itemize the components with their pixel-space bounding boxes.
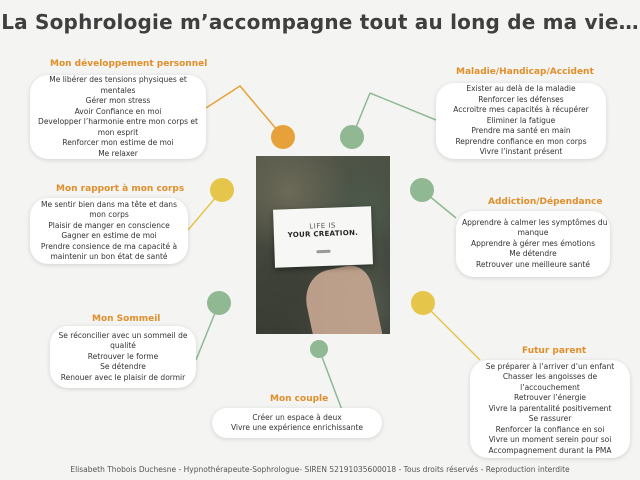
rapport-item: Gagner en estime de moi xyxy=(61,231,157,240)
sommeil-box xyxy=(50,326,196,388)
hand-image xyxy=(300,262,383,334)
dev-item: Renforcer mon estime de moi xyxy=(62,138,174,147)
maladie-item: Prendre ma santé en main xyxy=(471,126,571,136)
maladie-item: Renforcer les défenses xyxy=(478,94,564,104)
futur-item: Renforcer la confiance en soi xyxy=(495,424,605,434)
addiction-item: Me détendre xyxy=(509,249,557,259)
section-title-couple: Mon couple xyxy=(270,394,329,404)
card-logo xyxy=(316,249,330,252)
dev-box xyxy=(30,75,206,159)
addiction-item: manque xyxy=(517,228,549,238)
life-card xyxy=(273,206,373,267)
center-photo xyxy=(256,156,390,334)
dot-futur xyxy=(411,291,435,315)
couple-box xyxy=(212,408,382,438)
card-line-2: YOUR CREATION. xyxy=(287,228,359,239)
addiction-item: Apprendre à calmer les symptômes du xyxy=(462,217,608,227)
maladie-item: Vivre l’instant présent xyxy=(479,147,563,157)
maladie-item: Exister au delà de la maladie xyxy=(466,84,576,94)
dot-dev xyxy=(271,125,295,149)
futur-item: Vivre la parentalité positivement xyxy=(488,403,612,413)
futur-item: Se rassurer xyxy=(528,414,572,424)
futur-item: l’accouchement xyxy=(520,382,580,392)
section-title-rapport: Mon rapport à mon corps xyxy=(56,184,185,194)
rapport-box xyxy=(30,198,188,264)
addiction-item: Retrouver une meilleure santé xyxy=(476,259,590,269)
futur-item: Chasser les angoisses de xyxy=(502,372,598,382)
addiction-box xyxy=(456,211,610,277)
page-title: La Sophrologie m’accompagne tout au long de ma vie… xyxy=(1,10,639,34)
section-title-dev: Mon développement personnel xyxy=(50,59,208,69)
rapport-item: maintenir un bon état de santé xyxy=(50,252,168,261)
rapport-item: Me sentir bien dans ma tête et dans xyxy=(41,199,177,209)
dot-couple xyxy=(310,340,328,358)
card-line-1: LIFE IS xyxy=(309,221,337,230)
rapport-item: Prendre consience de ma capacité à xyxy=(40,241,178,251)
maladie-box xyxy=(436,83,606,159)
footer-credits: Elisabeth Thobois Duchesne - Hypnothérapeute-Sophrologue- SIREN 52191035600018 - Tous droits réservés - Reproduction interdite xyxy=(70,465,570,474)
section-title-sommeil: Mon Sommeil xyxy=(92,314,161,324)
dev-item: Avoir Confiance en moi xyxy=(74,106,162,116)
couple-item: Vivre une expérience enrichissante xyxy=(230,423,364,432)
futur-item: Vivre un moment serein pour soi xyxy=(488,435,612,445)
dot-rapport xyxy=(210,178,234,202)
sommeil-item: Retrouver le forme xyxy=(87,351,159,361)
maladie-item: Accroitre mes capacités à récupérer xyxy=(453,105,589,115)
sommeil-item: qualité xyxy=(110,341,136,351)
section-title-addiction: Addiction/Dépendance xyxy=(488,197,603,207)
sommeil-item: Se détendre xyxy=(100,362,146,372)
futur-box xyxy=(470,360,630,458)
futur-item: Se préparer à l’arriver d’un enfant xyxy=(485,361,615,371)
futur-item: Accompagnement durant la PMA xyxy=(488,445,612,455)
dev-item: Me relaxer xyxy=(98,148,138,158)
dev-item: mentales xyxy=(100,85,136,95)
dev-item: Developper l’harmonie entre mon corps et xyxy=(38,117,198,126)
maladie-item: Eliminer la fatigue xyxy=(486,115,556,125)
dot-addiction xyxy=(410,178,434,202)
sommeil-item: Se réconcilier avec un sommeil de xyxy=(58,330,188,340)
addiction-item: Apprendre à gérer mes émotions xyxy=(471,238,595,248)
sommeil-item: Renouer avec le plaisir de dormir xyxy=(60,372,186,382)
section-title-futur: Futur parent xyxy=(522,346,587,356)
dev-item: Gérer mon stress xyxy=(85,96,151,105)
couple-item: Créer un espace à deux xyxy=(252,412,342,422)
rapport-item: Plaisir de manger en conscience xyxy=(48,220,170,230)
rapport-item: mon corps xyxy=(89,210,129,219)
dot-maladie xyxy=(340,125,364,149)
section-title-maladie: Maladie/Handicap/Accident xyxy=(456,67,594,77)
dev-item: mon esprit xyxy=(97,127,139,137)
dev-item: Me libérer des tensions physiques et xyxy=(49,75,187,84)
maladie-item: Reprendre confiance en mon corps xyxy=(455,136,587,146)
futur-item: Retrouver l’énergie xyxy=(513,393,587,403)
dot-sommeil xyxy=(207,291,231,315)
